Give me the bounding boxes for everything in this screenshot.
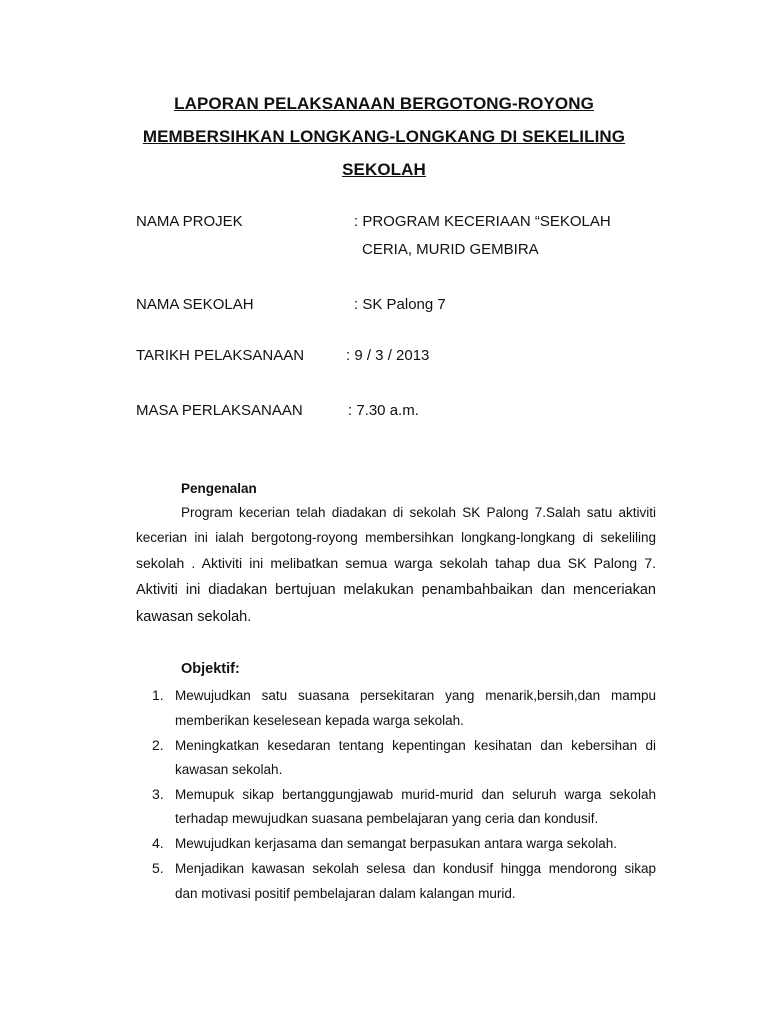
objektif-item-1-number: 1. <box>152 687 164 703</box>
objektif-item-3-number: 3. <box>152 786 164 802</box>
objektif-item-4-line-1: Mewujudkan kerjasama dan semangat berpasukan antara warga sekolah. <box>175 836 618 851</box>
tarikh-pelaksanaan-value: : 9 / 3 / 2013 <box>346 347 430 364</box>
pengenalan-heading: Pengenalan <box>181 481 257 496</box>
objektif-item-1-line-2: memberikan keselesean kepada warga sekolah. <box>175 713 464 728</box>
nama-projek-label: NAMA PROJEK <box>136 213 243 230</box>
pengenalan-line-5: kawasan sekolah. <box>136 609 252 625</box>
objektif-heading: Objektif: <box>181 661 240 677</box>
tarikh-pelaksanaan-label: TARIKH PELAKSANAAN <box>136 347 305 364</box>
pengenalan-line-1: Program kecerian telah diadakan di sekolah SK Palong 7.Salah satu aktiviti <box>181 505 656 520</box>
nama-sekolah-value: : SK Palong 7 <box>354 296 446 313</box>
objektif-item-4-number: 4. <box>152 835 164 851</box>
masa-perlaksanaan-label: MASA PERLAKSANAAN <box>136 402 303 419</box>
objektif-item-2-number: 2. <box>152 737 164 753</box>
objektif-item-5-line-2: dan motivasi positif pembelajaran dalam kalangan murid. <box>175 886 516 901</box>
objektif-item-5-number: 5. <box>152 860 164 876</box>
objektif-item-3-line-2: terhadap mewujudkan suasana pembelajaran yang ceria dan kondusif. <box>175 811 599 826</box>
pengenalan-line-4: Aktiviti ini diadakan bertujuan melakukan penambahbaikan dan menceriakan <box>136 582 656 598</box>
objektif-item-1-line-1: Mewujudkan satu suasana persekitaran yang menarik,bersih,dan mampu <box>175 688 656 703</box>
objektif-item-2-line-2: kawasan sekolah. <box>175 762 283 777</box>
objektif-item-2-line-1: Meningkatkan kesedaran tentang kepentingan kesihatan dan kebersihan di <box>175 738 656 753</box>
objektif-item-5-line-1: Menjadikan kawasan sekolah selesa dan kondusif hingga mendorong sikap <box>175 861 656 876</box>
document-title-line-1: LAPORAN PELAKSANAAN BERGOTONG-ROYONG <box>174 94 594 113</box>
nama-sekolah-label: NAMA SEKOLAH <box>136 296 254 313</box>
pengenalan-line-2: kecerian ini ialah bergotong-royong membersihkan longkang-longkang di sekeliling <box>136 530 656 545</box>
objektif-item-3-line-1: Memupuk sikap bertanggungjawab murid-murid dan seluruh warga sekolah <box>175 787 656 802</box>
document-title-line-3: SEKOLAH <box>342 160 426 179</box>
nama-projek-value-line-1: : PROGRAM KECERIAAN “SEKOLAH <box>354 213 611 230</box>
document-title-line-2: MEMBERSIHKAN LONGKANG-LONGKANG DI SEKELILING <box>142 127 626 146</box>
masa-perlaksanaan-value: : 7.30 a.m. <box>348 402 419 419</box>
nama-projek-value-line-2: CERIA, MURID GEMBIRA <box>362 241 539 258</box>
pengenalan-line-3: sekolah . Aktiviti ini melibatkan semua warga sekolah tahap dua SK Palong 7. <box>136 555 656 571</box>
